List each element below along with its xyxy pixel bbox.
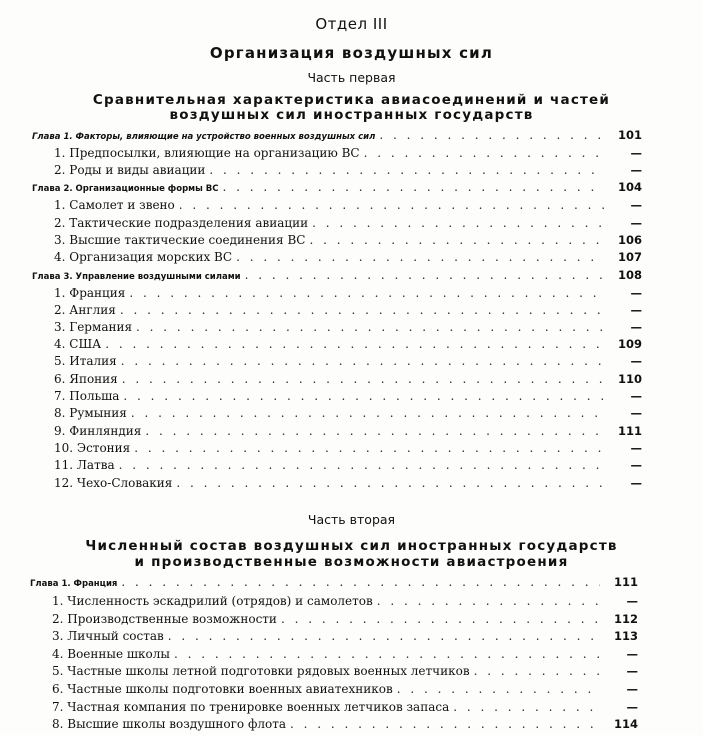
dot-leader — [209, 163, 604, 177]
dot-leader — [474, 664, 600, 678]
toc-item[interactable] — [54, 476, 642, 493]
toc-item[interactable] — [52, 594, 638, 611]
toc-entry-title: 11. Латва — [54, 458, 115, 472]
toc-entry-title: 2. Тактические подразделения авиации — [54, 216, 309, 230]
toc-entry-title: 7. Частная компания по тренировке военных летчиков запаса — [52, 700, 450, 714]
dot-leader — [131, 406, 604, 420]
toc-entry-title: 8. Высшие школы воздушного флота — [52, 717, 287, 731]
toc-entry-title: 1. Численность эскадрилий (отрядов) и самолетов — [52, 594, 373, 608]
toc-item[interactable] — [52, 682, 638, 699]
toc-item[interactable] — [54, 163, 642, 180]
dot-leader — [312, 216, 604, 230]
toc-entry-title: Глава 1. Факторы, влияющие на устройство военных воздушных сил — [32, 132, 376, 142]
toc-entry-title: 2. Производственные возможности — [52, 612, 277, 626]
dot-leader — [105, 337, 604, 351]
dot-leader — [236, 250, 604, 264]
dot-leader — [453, 700, 600, 714]
toc-entry-page: 106 — [617, 233, 642, 247]
toc-entry-page: — — [630, 163, 642, 177]
toc-entry-title: Глава 1. Франция — [30, 579, 118, 589]
toc-entry-page: 109 — [617, 337, 642, 351]
toc-entry-title: 2. Англия — [54, 303, 116, 317]
toc-item[interactable] — [54, 216, 642, 233]
toc-entry-title: 1. Самолет и звено — [54, 198, 175, 212]
toc-item[interactable] — [54, 146, 642, 163]
toc-entry-page: — — [630, 198, 642, 212]
toc-entry-page: — — [626, 700, 638, 714]
toc-item[interactable] — [52, 717, 638, 734]
dot-leader — [136, 320, 604, 334]
toc-entry-title: 5. Италия — [54, 354, 117, 368]
toc-item[interactable] — [54, 372, 642, 389]
toc-entry-title: 3. Высшие тактические соединения ВС — [54, 233, 306, 247]
toc-item[interactable] — [54, 286, 642, 303]
part1-title-line2: воздушных сил иностранных государств — [169, 107, 534, 123]
dot-leader — [174, 647, 600, 661]
toc-entry-page: 113 — [613, 629, 638, 643]
dot-leader — [168, 629, 600, 643]
toc-item[interactable] — [54, 320, 642, 337]
toc-item[interactable] — [54, 250, 642, 267]
toc-entry-page: 107 — [617, 250, 642, 264]
toc-entry-title: 1. Франция — [54, 286, 126, 300]
toc-chapter[interactable] — [32, 268, 642, 285]
dot-leader — [309, 233, 604, 247]
toc-entry-title: 1. Предпосылки, влияющие на организацию ВС — [54, 146, 360, 160]
part2-title-line2: и производственные возможности авиастроения — [134, 554, 569, 570]
toc-entry-title: 12. Чехо-Словакия — [54, 476, 173, 490]
toc-item[interactable] — [54, 389, 642, 406]
dot-leader — [397, 682, 600, 696]
dot-leader — [281, 612, 600, 626]
dot-leader — [364, 146, 604, 160]
toc-entry-page: 111 — [613, 575, 638, 589]
toc-item[interactable] — [54, 441, 642, 458]
toc-entry-title: Глава 2. Организационные формы ВС — [32, 184, 219, 194]
toc-entry-title: 4. Военные школы — [52, 647, 170, 661]
dot-leader — [245, 268, 604, 282]
toc-entry-page: 111 — [617, 424, 642, 438]
toc-entry-page: — — [626, 664, 638, 678]
toc-entry-title: 4. США — [54, 337, 102, 351]
toc-item[interactable] — [54, 406, 642, 423]
toc-item[interactable] — [52, 700, 638, 717]
toc-entry-title: 3. Личный состав — [52, 629, 164, 643]
toc-entry-title: Глава 3. Управление воздушными силами — [32, 272, 241, 282]
toc-entry-page: — — [630, 441, 642, 455]
toc-entry-page: 110 — [617, 372, 642, 386]
dot-leader — [134, 441, 604, 455]
part2-title-line1: Численный состав воздушных сил иностранных государств — [85, 538, 618, 554]
part1-title-line1: Сравнительная характеристика авиасоединений и частей — [92, 92, 611, 108]
toc-entry-title: 10. Эстония — [54, 441, 131, 455]
dot-leader — [222, 180, 604, 194]
toc-item[interactable] — [52, 647, 638, 664]
toc-entry-title: 5. Частные школы летной подготовки рядовых военных летчиков — [52, 664, 470, 678]
toc-entry-page: 112 — [613, 612, 638, 626]
dot-leader — [379, 128, 604, 142]
toc-item[interactable] — [54, 424, 642, 441]
toc-entry-page: — — [630, 286, 642, 300]
toc-item[interactable] — [52, 629, 638, 646]
section-title: Отдел III — [315, 15, 388, 33]
toc-item[interactable] — [54, 337, 642, 354]
toc-item[interactable] — [54, 458, 642, 475]
toc-entry-title: 6. Частные школы подготовки военных авиатехников — [52, 682, 393, 696]
toc-item[interactable] — [54, 303, 642, 320]
toc-entry-page: — — [630, 216, 642, 230]
toc-entry-page: — — [626, 647, 638, 661]
dot-leader — [123, 389, 604, 403]
toc-entry-page: — — [630, 458, 642, 472]
toc-entry-title: 6. Япония — [54, 372, 118, 386]
toc-entry-page: — — [630, 406, 642, 420]
dot-leader — [119, 458, 604, 472]
part1-label: Часть первая — [307, 70, 396, 85]
toc-entry-title: 4. Организация морских ВС — [54, 250, 233, 264]
toc-entry-page: — — [626, 594, 638, 608]
toc-entry-title: 8. Румыния — [54, 406, 127, 420]
dot-leader — [179, 198, 604, 212]
dot-leader — [176, 476, 604, 490]
toc-item[interactable] — [54, 233, 642, 250]
part2-label: Часть вторая — [307, 512, 396, 527]
dot-leader — [129, 286, 604, 300]
dot-leader — [121, 354, 604, 368]
toc-entry-title: 7. Польша — [54, 389, 120, 403]
toc-entry-title: 2. Роды и виды авиации — [54, 163, 206, 177]
toc-entry-page: — — [630, 146, 642, 160]
toc-item[interactable] — [54, 198, 642, 215]
dot-leader — [120, 303, 604, 317]
toc-entry-page: — — [630, 354, 642, 368]
section-heading: Организация воздушных сил — [209, 44, 494, 62]
toc-entry-page: — — [630, 476, 642, 490]
toc-entry-page: — — [630, 303, 642, 317]
toc-entry-page: — — [630, 320, 642, 334]
dot-leader — [290, 717, 600, 731]
dot-leader — [377, 594, 600, 608]
toc-entry-page: 114 — [613, 717, 638, 731]
toc-entry-page: — — [630, 389, 642, 403]
toc-chapter[interactable] — [32, 180, 642, 197]
toc-entry-title: 3. Германия — [54, 320, 133, 334]
toc-item[interactable] — [52, 612, 638, 629]
toc-chapter[interactable] — [30, 575, 638, 592]
toc-entry-page: 104 — [617, 180, 642, 194]
dot-leader — [145, 424, 604, 438]
dot-leader — [121, 575, 600, 589]
toc-entry-page: 108 — [617, 268, 642, 282]
toc-entry-title: 9. Финляндия — [54, 424, 142, 438]
toc-entry-page: 101 — [617, 128, 642, 142]
toc-item[interactable] — [54, 354, 642, 371]
toc-chapter[interactable] — [32, 128, 642, 145]
toc-entry-page: — — [626, 682, 638, 696]
toc-item[interactable] — [52, 664, 638, 681]
dot-leader — [122, 372, 604, 386]
